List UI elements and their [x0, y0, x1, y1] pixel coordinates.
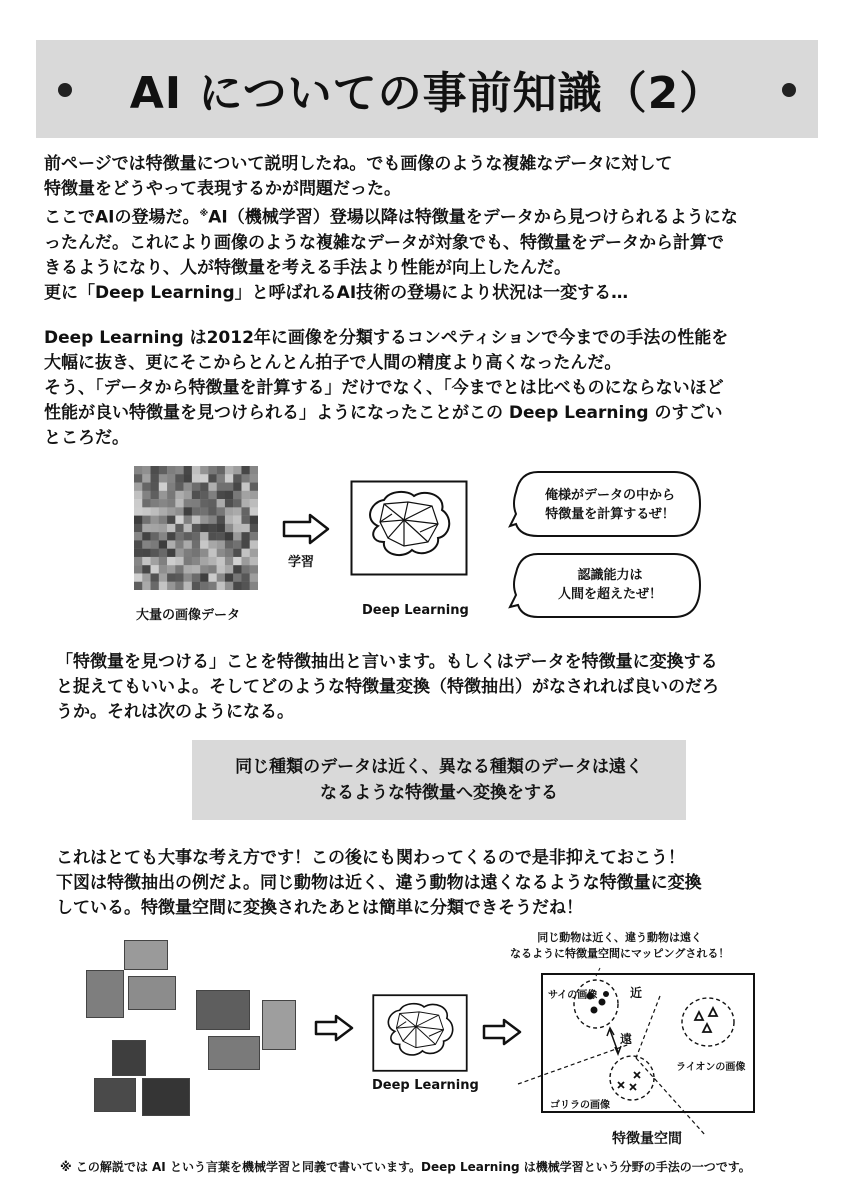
- mosaic-tile: [159, 491, 167, 499]
- closing-line: 下図は特徴抽出の例だよ。同じ動物は近く、違う動物は遠くなるような特徴量に変換: [56, 873, 702, 893]
- key-line: なるような特徴量へ変換をする: [320, 783, 558, 803]
- mosaic-tile: [250, 466, 258, 474]
- mosaic-tile: [184, 466, 192, 474]
- mosaic-tile: [200, 507, 208, 515]
- mosaic-tile: [151, 483, 159, 491]
- mosaic-tile: [250, 549, 258, 557]
- rhino-photo: [128, 976, 176, 1010]
- mosaic-tile: [233, 549, 241, 557]
- mosaic-tile: [175, 549, 183, 557]
- feature-space-label: 特徴量空間: [612, 1131, 682, 1147]
- mosaic-tile: [159, 565, 167, 573]
- mosaic-tile: [134, 483, 142, 491]
- mosaic-tile: [175, 491, 183, 499]
- mosaic-tile: [167, 565, 175, 573]
- mosaic-tile: [250, 540, 258, 548]
- mosaic-tile: [184, 582, 192, 590]
- intro-line: ったんだ。これにより画像のような複雑なデータが対象でも、特徴量をデータから計算で: [44, 232, 724, 253]
- mosaic-tile: [192, 474, 200, 482]
- mosaic-tile: [151, 582, 159, 590]
- mosaic-tile: [175, 499, 183, 507]
- mosaic-tile: [151, 540, 159, 548]
- mosaic-tile: [142, 540, 150, 548]
- mosaic-tile: [217, 491, 225, 499]
- mosaic-tile: [217, 557, 225, 565]
- mosaic-tile: [192, 532, 200, 540]
- mosaic-tile: [208, 474, 216, 482]
- mosaic-tile: [167, 524, 175, 532]
- rhino-cluster-label: サイの画像: [548, 990, 598, 1001]
- mosaic-tile: [134, 499, 142, 507]
- mosaic-tile: [184, 474, 192, 482]
- mosaic-tile: [134, 532, 142, 540]
- deep-learning-caption: Deep Learning: [362, 603, 469, 618]
- deep-learning-brain-icon: [350, 480, 468, 576]
- mosaic-tile: [250, 507, 258, 515]
- mosaic-tile: [192, 524, 200, 532]
- right-bullet-dot: [782, 83, 796, 97]
- mosaic-tile: [142, 582, 150, 590]
- mosaic-tile: [142, 507, 150, 515]
- intro-line: 更に「Deep Learning」と呼ばれるAI技術の登場により状況は一変する…: [44, 282, 629, 303]
- mosaic-tile: [151, 557, 159, 565]
- mosaic-tile: [167, 549, 175, 557]
- mosaic-tile: [225, 483, 233, 491]
- mosaic-tile: [142, 491, 150, 499]
- note-mark: ※: [199, 209, 209, 219]
- mosaic-tile: [250, 524, 258, 532]
- mosaic-tile: [175, 540, 183, 548]
- mosaic-tile: [184, 573, 192, 581]
- mosaic-tile: [233, 573, 241, 581]
- deep-learning-paragraph: [44, 326, 814, 451]
- mosaic-tile: [159, 557, 167, 565]
- image-dataset-mosaic: [134, 466, 258, 590]
- mosaic-tile: [217, 507, 225, 515]
- mosaic-tile: [241, 540, 249, 548]
- far-label: 遠: [620, 1032, 633, 1046]
- mosaic-tile: [208, 466, 216, 474]
- mosaic-tile: [167, 516, 175, 524]
- extraction-line: 「特徴量を見つける」ことを特徴抽出と言います。もしくはデータを特徴量に変換する: [56, 652, 718, 672]
- bubble-line: 特徴量を計算するぜ！: [545, 507, 675, 522]
- page-title: AI についての事前知識（2）: [129, 68, 725, 119]
- feature-extraction-paragraph: [56, 650, 826, 725]
- mosaic-tile: [225, 499, 233, 507]
- mosaic-tile: [134, 549, 142, 557]
- closing-line: これはとても大事な考え方です！この後にも関わってくるので是非抑えておこう！: [56, 848, 685, 868]
- mosaic-tile: [175, 466, 183, 474]
- mosaic-tile: [151, 532, 159, 540]
- mosaic-tile: [159, 507, 167, 515]
- dl-line: 大幅に抜き、更にそこからとんとん拍子で人間の精度より高くなったんだ。: [44, 353, 622, 373]
- mosaic-tile: [233, 565, 241, 573]
- mosaic-tile: [200, 516, 208, 524]
- mosaic-tile: [241, 483, 249, 491]
- mosaic-tile: [134, 582, 142, 590]
- mosaic-tile: [217, 474, 225, 482]
- mosaic-tile: [200, 549, 208, 557]
- mosaic-tile: [225, 507, 233, 515]
- mosaic-tile: [192, 582, 200, 590]
- mosaic-tile: [200, 491, 208, 499]
- bubble-line: 人間を超えたぜ！: [557, 587, 662, 602]
- mosaic-tile: [250, 557, 258, 565]
- speech-bubble-2-text: [520, 566, 700, 604]
- mosaic-tile: [233, 540, 241, 548]
- mosaic-tile: [233, 532, 241, 540]
- mosaic-tile: [241, 549, 249, 557]
- mosaic-tile: [184, 540, 192, 548]
- mosaic-tile: [217, 532, 225, 540]
- gorilla-photo: [112, 1040, 146, 1076]
- mosaic-tile: [134, 466, 142, 474]
- mosaic-tile: [200, 524, 208, 532]
- mosaic-tile: [250, 491, 258, 499]
- mosaic-tile: [233, 491, 241, 499]
- extraction-line: うか。それは次のようになる。: [56, 702, 294, 722]
- mosaic-tile: [208, 532, 216, 540]
- mosaic-tile: [175, 516, 183, 524]
- deep-learning-caption-2: Deep Learning: [372, 1078, 479, 1093]
- mosaic-tile: [184, 549, 192, 557]
- mosaic-tile: [159, 466, 167, 474]
- mosaic-tile: [200, 557, 208, 565]
- mosaic-tile: [175, 557, 183, 565]
- lion-cluster-label: ライオンの画像: [676, 1062, 746, 1073]
- mosaic-tile: [192, 499, 200, 507]
- mosaic-tile: [200, 573, 208, 581]
- mosaic-tile: [217, 582, 225, 590]
- mosaic-tile: [200, 532, 208, 540]
- mosaic-tile: [134, 507, 142, 515]
- mosaic-tile: [241, 491, 249, 499]
- learning-arrow-icon: [282, 513, 330, 545]
- mosaic-tile: [142, 573, 150, 581]
- mapping-arrow-icon: [314, 1014, 354, 1042]
- mosaic-tile: [151, 474, 159, 482]
- mosaic-tile: [208, 549, 216, 557]
- dl-line: ところだ。: [44, 428, 129, 448]
- mosaic-tile: [225, 532, 233, 540]
- mosaic-tile: [151, 573, 159, 581]
- mosaic-tile: [192, 507, 200, 515]
- left-bullet-dot: [58, 83, 72, 97]
- key-line: 同じ種類のデータは近く、異なる種類のデータは遠く: [235, 757, 643, 777]
- mosaic-tile: [233, 524, 241, 532]
- mosaic-tile: [225, 491, 233, 499]
- intro-line-part: ここでAIの登場だ。: [44, 207, 200, 228]
- mosaic-tile: [167, 483, 175, 491]
- mosaic-tile: [217, 549, 225, 557]
- mosaic-tile: [208, 540, 216, 548]
- intro-line: きるようになり、人が特徴量を考える手法より性能が向上したんだ。: [44, 257, 571, 278]
- mosaic-tile: [233, 499, 241, 507]
- mosaic-tile: [142, 474, 150, 482]
- mosaic-tile: [208, 582, 216, 590]
- mosaic-tile: [134, 565, 142, 573]
- mosaic-tile: [142, 557, 150, 565]
- mosaic-tile: [192, 565, 200, 573]
- mosaic-tile: [217, 483, 225, 491]
- mosaic-tile: [192, 557, 200, 565]
- mosaic-tile: [250, 474, 258, 482]
- mosaic-tile: [217, 524, 225, 532]
- mosaic-tile: [225, 524, 233, 532]
- mosaic-tile: [225, 557, 233, 565]
- intro-line: [44, 202, 814, 231]
- mosaic-tile: [167, 582, 175, 590]
- mosaic-tile: [241, 565, 249, 573]
- mosaic-tile: [233, 466, 241, 474]
- mosaic-tile: [200, 565, 208, 573]
- mosaic-tile: [151, 524, 159, 532]
- mosaic-tile: [159, 474, 167, 482]
- mosaic-tile: [134, 516, 142, 524]
- mosaic-tile: [250, 516, 258, 524]
- mosaic-tile: [134, 491, 142, 499]
- mosaic-tile: [134, 540, 142, 548]
- closing-line: している。特徴量空間に変換されたあとは簡単に分類できそうだね！: [56, 898, 583, 918]
- mosaic-tile: [208, 573, 216, 581]
- mosaic-tile: [167, 573, 175, 581]
- mosaic-tile: [225, 565, 233, 573]
- mosaic-tile: [217, 499, 225, 507]
- mosaic-tile: [184, 499, 192, 507]
- mosaic-tile: [167, 507, 175, 515]
- mosaic-tile: [241, 524, 249, 532]
- intro-line: 前ページでは特徴量について説明したね。でも画像のような複雑なデータに対して: [44, 154, 673, 174]
- mosaic-tile: [184, 516, 192, 524]
- mosaic-tile: [241, 466, 249, 474]
- mosaic-tile: [208, 565, 216, 573]
- mosaic-tile: [151, 516, 159, 524]
- mosaic-tile: [159, 573, 167, 581]
- mosaic-tile: [200, 582, 208, 590]
- mosaic-tile: [159, 483, 167, 491]
- mosaic-tile: [159, 516, 167, 524]
- mosaic-tile: [241, 474, 249, 482]
- mosaic-tile: [208, 483, 216, 491]
- mosaic-tile: [159, 524, 167, 532]
- image-dataset-caption: 大量の画像データ: [136, 608, 241, 623]
- mosaic-tile: [151, 565, 159, 573]
- intro-paragraph: [44, 152, 814, 306]
- mosaic-tile: [250, 573, 258, 581]
- mosaic-tile: [192, 466, 200, 474]
- mosaic-tile: [233, 582, 241, 590]
- mosaic-tile: [151, 549, 159, 557]
- mosaic-tile: [151, 499, 159, 507]
- mosaic-tile: [184, 532, 192, 540]
- dl-line: 性能が良い特徴量を見つけられる」ようになったことがこの Deep Learning のすごい: [44, 403, 723, 423]
- mosaic-tile: [142, 483, 150, 491]
- mosaic-tile: [175, 582, 183, 590]
- mosaic-tile: [142, 516, 150, 524]
- mosaic-tile: [192, 516, 200, 524]
- gorilla-photo: [94, 1078, 136, 1112]
- mosaic-tile: [200, 540, 208, 548]
- mosaic-tile: [175, 532, 183, 540]
- intro-line-part: AI（機械学習）登場以降は特徴量をデータから見つけられるようにな: [208, 207, 738, 228]
- mosaic-tile: [233, 483, 241, 491]
- mosaic-tile: [159, 540, 167, 548]
- lion-photo: [196, 990, 250, 1030]
- gorilla-cluster-label: ゴリラの画像: [550, 1100, 610, 1111]
- rhino-photo: [124, 940, 168, 970]
- mosaic-tile: [225, 573, 233, 581]
- mosaic-tile: [159, 582, 167, 590]
- mosaic-tile: [225, 516, 233, 524]
- mosaic-tile: [208, 524, 216, 532]
- mosaic-tile: [167, 474, 175, 482]
- mosaic-tile: [217, 516, 225, 524]
- speech-bubble-1-text: [520, 486, 700, 524]
- mosaic-tile: [217, 573, 225, 581]
- mosaic-tile: [225, 540, 233, 548]
- intro-line: 特徴量をどうやって表現するかが問題だった。: [44, 179, 401, 199]
- mosaic-tile: [175, 524, 183, 532]
- mosaic-tile: [142, 565, 150, 573]
- mosaic-tile: [167, 540, 175, 548]
- mosaic-tile: [184, 491, 192, 499]
- mosaic-tile: [184, 557, 192, 565]
- mosaic-tile: [208, 491, 216, 499]
- bubble-line: 認識能力は: [577, 568, 643, 583]
- mosaic-tile: [142, 549, 150, 557]
- mosaic-tile: [208, 507, 216, 515]
- mosaic-tile: [159, 499, 167, 507]
- mosaic-tile: [233, 474, 241, 482]
- mosaic-tile: [217, 540, 225, 548]
- mosaic-tile: [184, 483, 192, 491]
- mosaic-tile: [175, 474, 183, 482]
- mosaic-tile: [250, 483, 258, 491]
- mosaic-tile: [159, 532, 167, 540]
- lion-photo: [262, 1000, 296, 1050]
- mosaic-tile: [167, 499, 175, 507]
- mosaic-tile: [250, 565, 258, 573]
- mosaic-tile: [151, 507, 159, 515]
- mosaic-tile: [217, 466, 225, 474]
- mosaic-tile: [241, 557, 249, 565]
- mosaic-tile: [167, 532, 175, 540]
- title-bar: [36, 40, 818, 138]
- mosaic-tile: [250, 499, 258, 507]
- learning-label: 学習: [288, 555, 315, 570]
- mosaic-tile: [192, 483, 200, 491]
- mosaic-tile: [200, 474, 208, 482]
- mosaic-tile: [192, 491, 200, 499]
- mosaic-tile: [142, 532, 150, 540]
- mosaic-tile: [167, 466, 175, 474]
- mosaic-tile: [159, 549, 167, 557]
- mosaic-tile: [200, 499, 208, 507]
- mosaic-tile: [151, 466, 159, 474]
- note-line: なるように特徴量空間にマッピングされる！: [510, 947, 730, 960]
- mosaic-tile: [192, 573, 200, 581]
- mosaic-tile: [241, 582, 249, 590]
- mosaic-tile: [167, 557, 175, 565]
- mosaic-tile: [225, 474, 233, 482]
- dl-line: Deep Learning は2012年に画像を分類するコンペティションで今までの手法の性能を: [44, 328, 729, 348]
- lion-photo: [208, 1036, 260, 1070]
- mosaic-tile: [142, 499, 150, 507]
- mosaic-tile: [134, 524, 142, 532]
- mosaic-tile: [151, 491, 159, 499]
- mosaic-tile: [175, 483, 183, 491]
- mosaic-tile: [217, 565, 225, 573]
- feature-space-note: [510, 930, 729, 962]
- mosaic-tile: [175, 565, 183, 573]
- closing-paragraph: [56, 846, 826, 921]
- mosaic-tile: [225, 466, 233, 474]
- mosaic-tile: [200, 483, 208, 491]
- mosaic-tile: [184, 507, 192, 515]
- mosaic-tile: [225, 582, 233, 590]
- mosaic-tile: [241, 573, 249, 581]
- rhino-photo: [86, 970, 124, 1018]
- footnote: ※ この解説では AI という言葉を機械学習と同義で書いています。Deep Learning は機械学習という分野の手法の一つです。: [60, 1160, 751, 1174]
- mosaic-tile: [241, 532, 249, 540]
- mosaic-tile: [184, 524, 192, 532]
- bubble-line: 俺様がデータの中から: [544, 488, 675, 503]
- mosaic-tile: [167, 491, 175, 499]
- mosaic-tile: [142, 466, 150, 474]
- note-line: 同じ動物は近く、違う動物は遠く: [537, 931, 703, 944]
- mosaic-tile: [233, 557, 241, 565]
- mosaic-tile: [241, 516, 249, 524]
- mosaic-tile: [208, 516, 216, 524]
- extraction-line: と捉えてもいいよ。そしてどのような特徴量変換（特徴抽出）がなされれば良いのだろ: [56, 677, 719, 697]
- mosaic-tile: [134, 474, 142, 482]
- mosaic-tile: [134, 557, 142, 565]
- mosaic-tile: [250, 582, 258, 590]
- mosaic-tile: [233, 507, 241, 515]
- mosaic-tile: [175, 573, 183, 581]
- mosaic-tile: [241, 507, 249, 515]
- deep-learning-brain-icon-2: [368, 994, 472, 1072]
- mosaic-tile: [200, 466, 208, 474]
- mosaic-tile: [184, 565, 192, 573]
- mosaic-tile: [225, 549, 233, 557]
- mosaic-tile: [233, 516, 241, 524]
- mosaic-tile: [192, 540, 200, 548]
- near-label: 近: [630, 986, 643, 1000]
- mosaic-tile: [175, 507, 183, 515]
- key-principle-box: [192, 740, 686, 820]
- mosaic-tile: [208, 557, 216, 565]
- mosaic-tile: [142, 524, 150, 532]
- mosaic-tile: [241, 499, 249, 507]
- mosaic-tile: [134, 573, 142, 581]
- mosaic-tile: [192, 549, 200, 557]
- mosaic-tile: [250, 532, 258, 540]
- dl-line: そう、「データから特徴量を計算する」だけでなく、「今までとは比べものにならないほど: [44, 378, 724, 398]
- gorilla-photo: [142, 1078, 190, 1116]
- mosaic-tile: [208, 499, 216, 507]
